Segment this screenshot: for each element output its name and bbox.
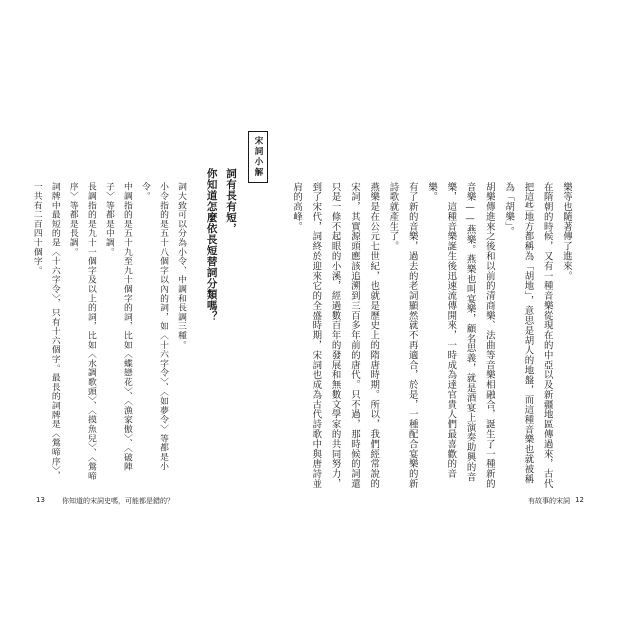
sidebar-question-line: 你知道怎麼依長短替詞分類嗎？ [205,168,218,322]
sidebar-paragraph: 詞牌中最短的是〈十六字令〉，只有十六個字。最長的詞牌是〈鶯啼序〉，一共有二百四十個字。 [31,182,60,481]
sidebar-question [201,168,240,478]
body-paragraph: 燕樂是在公元七世紀，也就是歷史上的隋唐時期。所以，我們經常說的宋詞，其實源頭應該追溯到三百多年前的唐代。只不過，那時候的詞還只是一條不起眼的小溪，經過數百年的發展和無數文學家的共同努力，到了宋代，詞終於迎來它的全盛時期，宋詞也成為古代詩歌中與唐詩並肩的高峰。 [291,182,380,489]
running-header: 你知道的宋詞史嗎，可能都是錯的？ [62,497,174,505]
sidebar-label: 宋詞小解 [248,131,268,183]
page-number: 12 [575,496,584,504]
sidebar-paragraph: 小令指的是五十八個字以內的詞，如〈十六字令〉、〈如夢令〉等都是小令。 [139,182,168,471]
body-paragraph: 樂等也隨著傳了進來。 [561,182,572,281]
running-header: 有故事的宋詞 [528,497,570,505]
body-paragraph: 有了新的音樂，過去的老詞顯然就不再適合，於是，一種配合宴樂的新詩歌就產生了。 [387,182,418,489]
sidebar-paragraph: 中調指的是五十九至九十個字的詞，比如〈蝶戀花〉、〈漁家傲〉、〈破陣子〉等都是中調。 [103,182,132,472]
sidebar-paragraph: 長調指的是九十一個字及以上的詞，比如〈水調歌頭〉、〈摸魚兒〉、〈鶯啼序〉等都是長調。 [67,182,96,481]
body-paragraph: 胡樂傳進來之後和以前的清商樂、法曲等音樂相融合，誕生了一種新的音樂——燕樂。燕樂也叫宴樂，顧名思義，就是酒宴上演奏助興的音樂，這種音樂誕生後迅速流傳開來，一時成為達官貴人們最喜歡的音樂。 [426,182,495,489]
sidebar-paragraph: 詞大致可以分為小令、中調和長調三種。 [176,182,186,350]
body-text [291,182,576,492]
right-page [291,0,620,620]
sidebar-question-line: 詞有長有短， [225,168,237,234]
sidebar-body [28,182,190,482]
body-paragraph: 在隋朝的時候，又有一種音樂從現在的中亞以及新疆地區傳過來，古代把這些地方都稱為「胡地」，意思是胡人的地盤，而這種音樂也就被稱為「胡樂」。 [503,182,553,489]
page-number: 13 [36,496,45,504]
